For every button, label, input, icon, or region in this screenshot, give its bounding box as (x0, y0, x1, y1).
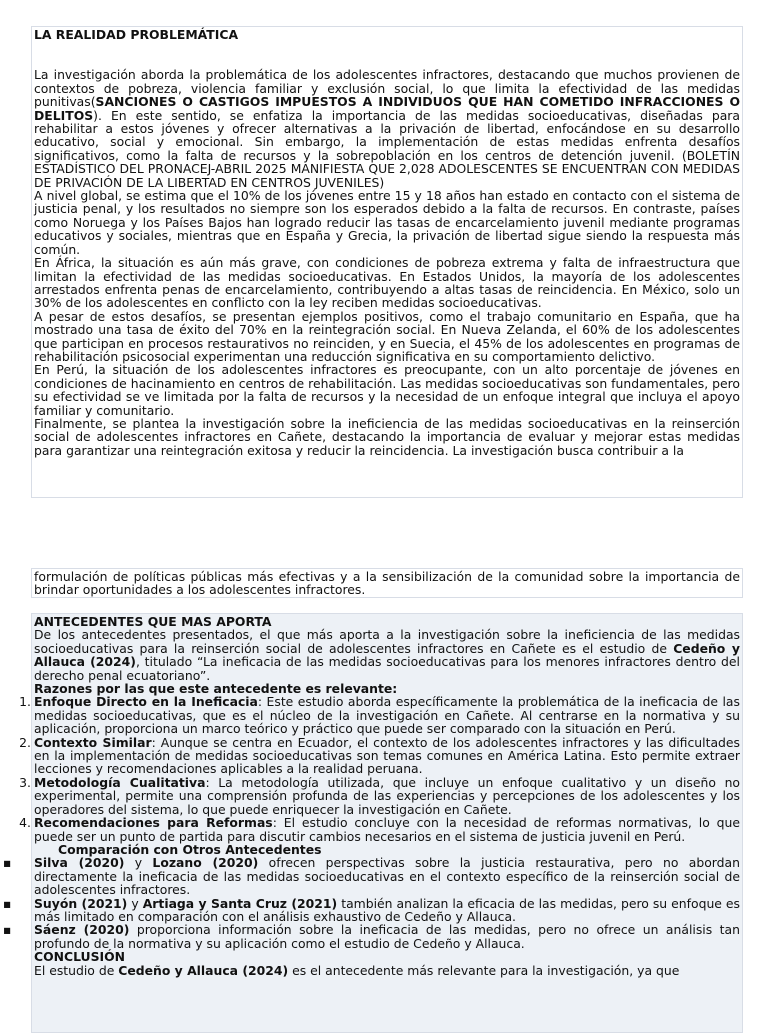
list-number: 1. (19, 694, 31, 710)
antecedentes-section (3, 613, 743, 1033)
list-item (3, 895, 741, 924)
bold-text: Contexto Similar (34, 734, 152, 750)
list-number: 3. (19, 774, 31, 790)
text-run: y (127, 895, 143, 911)
list-item (19, 694, 740, 737)
bold-text: Enfoque Directo en la Ineficacia (34, 694, 258, 710)
conclusion-paragraph (34, 964, 740, 977)
reasons-heading: Razones por las que este antecedente es relevante: (34, 681, 398, 697)
list-item (3, 922, 740, 951)
text-run: : Aunque se centra en Ecuador, el contexto de los adolescentes infractores y las dificultades en la implementación de medidas socioeducativas son temas comunes en América Latina. Esto permite extraer lecciones y recomendaciones aplicables a la realidad peruana. (34, 734, 740, 777)
bullet-icon: ▪ (3, 855, 12, 871)
text-run: es el antecedente más relevante para la investigación, ya que (288, 962, 680, 978)
text-run: De los antecedentes presentados, el que más aporta a la investigación sobre la ineficiencia de las medidas socioeducativas para la reinserción social de adolescentes infractores en Cañete es el estudio de (34, 627, 740, 656)
text-run: : El estudio concluye con la necesidad de reformas normativas, lo que puede ser un punto de partida para discutir cambios necesarios en el sistema de justicia juvenil en Perú. (34, 815, 740, 844)
bold-text: Suyón (2021) (34, 895, 128, 911)
list-number: 2. (19, 734, 31, 750)
list-item (19, 774, 740, 817)
text-run: ). En este sentido, se enfatiza la importancia de las medidas socioeducativas, diseñadas para rehabilitar a estos jóvenes y ofrecer alternativas a la privación de libertad, enfocándose en su desarrollo educativo, social y emocional. Sin embargo, la implementación de estas medidas enfrenta desafíos significativos, como la falta de recursos y la sobrepoblación en los centros de detención juvenil. (BOLETÍN ESTADÍSTICO DEL PRONACEJ-ABRIL 2025 MANIFIESTA QUE 2,028 ADOLESCENTES SE ENCUENTRAN CON MEDIDAS DE PRIVACIÓN DE LA LIBERTAD EN CENTROS JUVENILES) (34, 107, 740, 190)
spacer (34, 41, 740, 68)
bold-text: Cedeño y Allauca (2024) (118, 962, 289, 978)
bold-text: Metodología Cualitativa (34, 774, 206, 790)
bold-text: Silva (2020) (34, 855, 125, 871)
bullet-icon: ▪ (3, 895, 12, 911)
comparison-list (3, 855, 741, 951)
list-item (19, 815, 740, 844)
text-run: también analizan la eficacia de las medidas, pero su enfoque es más limitado en comparación con el análisis exhaustivo de Cedeño y Allauca. (34, 895, 741, 924)
section-heading-antecedentes: ANTECEDENTES QUE MAS APORTA (34, 614, 272, 629)
bold-text: Artiaga y Santa Cruz (2021) (142, 895, 338, 911)
list-item (19, 734, 740, 777)
bold-text: Lozano (2020) (152, 855, 259, 871)
bullet-icon: ▪ (3, 922, 12, 938)
conclusion-heading: CONCLUSIÓN (34, 949, 126, 965)
text-run: proporciona información sobre la ineficacia de las medidas, pero no ofrece un análisis tan profundo de la normativa y su aplicación como el estudio de Cedeño y Allauca. (34, 922, 740, 951)
text-run: La investigación aborda la problemática de los adolescentes infractores, destacando que muchos provienen de contextos de pobreza, violencia familiar y exclusión social, lo que limita la efectividad de las medidas punitivas( (34, 67, 740, 110)
text-run: , titulado “La ineficacia de las medidas socioeducativas para los menores infractores dentro del derecho penal ecuatoriano”. (34, 654, 740, 683)
bold-text: Sáenz (2020) (34, 922, 130, 938)
bold-text: Recomendaciones para Reformas (34, 815, 273, 831)
continuation-section (31, 568, 743, 598)
paragraph-3: En África, la situación es aún más grave, con condiciones de pobreza extrema y falta de infraestructura que limitan la efectividad de las medidas socioeducativas. En Estados Unidos, la mayoría de los adolescentes arrestados enfrenta penas de encarcelamiento, contribuyendo a altas tasas de reincidencia. En México, solo un 30% de los adolescentes en conflicto con la ley reciben medidas socioeducativas. (34, 255, 740, 311)
paragraph-5: En Perú, la situación de los adolescentes infractores es preocupante, con un alto porcentaje de jóvenes en condiciones de hacinamiento en centros de rehabilitación. Las medidas socioeducativas son fundamentales, pero su efectividad se ve limitada por la falta de recursos y la necesidad de un enfoque integral que incluya el apoyo familiar y comunitario. (34, 362, 740, 418)
section-heading-realidad: LA REALIDAD PROBLEMÁTICA (34, 27, 239, 42)
paragraph-2: A nivel global, se estima que el 10% de los jóvenes entre 15 y 18 años han estado en contacto con el sistema de justicia penal, y los resultados no siempre son los esperados debido a la falta de recursos. En contraste, países como Noruega y los Países Bajos han logrado reducir las tasas de encarcelamiento juvenil mediante programas educativos y sociales, mientras que en España y Grecia, la privación de libertad sigue siendo la respuesta más común. (34, 188, 740, 257)
paragraph-1 (34, 68, 740, 189)
text-run: : Este estudio aborda específicamente la problemática de la ineficacia de las medidas socioeducativas, que es el núcleo de la investigación en Cañete. Al centrarse en la normativa y su aplicación, proporciona un marco teórico y práctico que puede ser comparado con la situación en Perú. (34, 694, 740, 737)
paragraph-6: Finalmente, se plantea la investigación sobre la ineficiencia de las medidas socioeducativas en la reinserción social de adolescentes infractores en Cañete, destacando la importancia de evaluar y mejorar estas medidas para garantizar una reintegración exitosa y reducir la reincidencia. La investigación busca contribuir a la (34, 415, 740, 458)
bold-text: Cedeño y Allauca (2024) (34, 640, 740, 670)
reasons-list (19, 694, 740, 844)
list-item (3, 855, 740, 898)
text-run: ofrecen perspectivas sobre la justicia restaurativa, pero no abordan directamente la ineficacia de las medidas socioeducativas en el contexto específico de la reinserción social de adolescentes infractores. (34, 855, 740, 898)
paragraph-4: A pesar de estos desafíos, se presentan ejemplos positivos, como el trabajo comunitario en España, que ha mostrado una tasa de éxito del 70% en la reintegración social. En Nueva Zelanda, el 60% de los adolescentes que participan en procesos restaurativos no reinciden, y en Suecia, el 45% de los adolescentes en programas de rehabilitación psicosocial experimentan una reducción significativa en su comportamiento delictivo. (34, 308, 740, 364)
antecedentes-intro (34, 628, 740, 682)
list-number: 4. (19, 815, 31, 831)
text-run: El estudio de (34, 962, 119, 978)
realidad-section (31, 26, 743, 498)
text-run: y (124, 855, 153, 871)
comparison-heading: Comparación con Otros Antecedentes (58, 841, 322, 857)
paragraph-continuation: formulación de políticas públicas más efectivas y a la sensibilización de la comunidad sobre la importancia de brindar oportunidades a los adolescentes infractores. (34, 569, 740, 598)
text-run: : La metodología utilizada, que incluye un enfoque cualitativo y un diseño no experimental, permite una comprensión profunda de las experiencias y percepciones de los adolescentes y los operadores del sistema, lo que puede enriquecer la investigación en Cañete. (34, 774, 740, 817)
bold-text: SANCIONES O CASTIGOS IMPUESTOS A INDIVIDUOS QUE HAN COMETIDO INFRACCIONES O DELITOS (34, 94, 740, 123)
